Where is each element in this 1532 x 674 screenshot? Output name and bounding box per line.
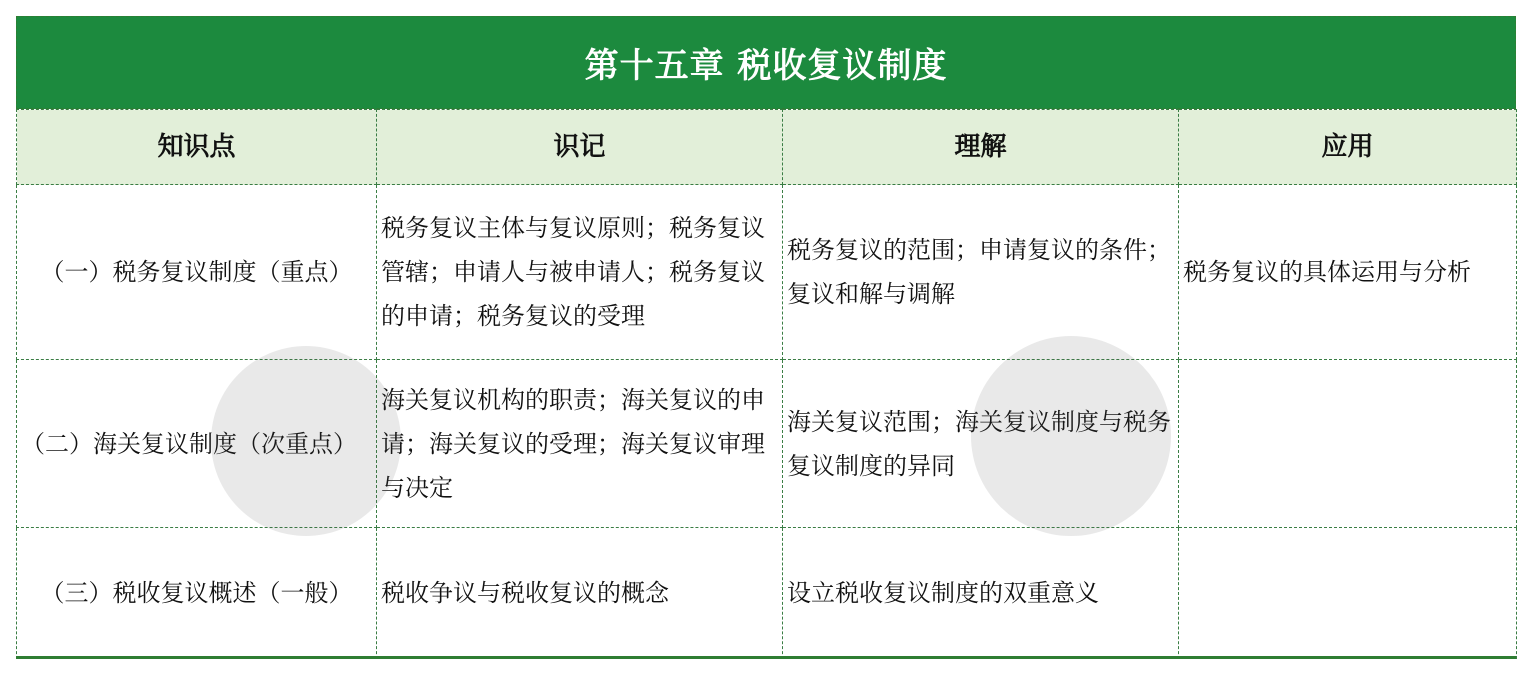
header-recall: 识记: [377, 110, 783, 185]
page-title: 第十五章 税收复议制度: [584, 46, 948, 86]
apply-cell: 税务复议的具体运用与分析: [1179, 185, 1517, 360]
syllabus-sheet: [16, 16, 1516, 659]
topic-cell: （三）税收复议概述（一般）: [17, 528, 377, 659]
table-row: [17, 360, 1517, 528]
syllabus-table: [16, 109, 1517, 659]
recall-cell: 税收争议与税收复议的概念: [377, 528, 783, 659]
table-row: [17, 528, 1517, 659]
recall-cell: 税务复议主体与复议原则；税务复议管辖；申请人与被申请人；税务复议的申请；税务复议的受理: [377, 185, 783, 360]
bottom-rule: [16, 656, 1516, 659]
apply-cell: [1179, 360, 1517, 528]
header-row: [17, 110, 1517, 185]
title-bar: [16, 16, 1516, 109]
understand-cell: 税务复议的范围；申请复议的条件；复议和解与调解: [783, 185, 1179, 360]
table-row: [17, 185, 1517, 360]
understand-cell: 海关复议范围；海关复议制度与税务复议制度的异同: [783, 360, 1179, 528]
understand-cell: 设立税收复议制度的双重意义: [783, 528, 1179, 659]
apply-cell: [1179, 528, 1517, 659]
topic-cell: （二）海关复议制度（次重点）: [17, 360, 377, 528]
topic-cell: （一）税务复议制度（重点）: [17, 185, 377, 360]
header-apply: 应用: [1179, 110, 1517, 185]
header-understand: 理解: [783, 110, 1179, 185]
header-topic: 知识点: [17, 110, 377, 185]
recall-cell: 海关复议机构的职责；海关复议的申请；海关复议的受理；海关复议审理与决定: [377, 360, 783, 528]
